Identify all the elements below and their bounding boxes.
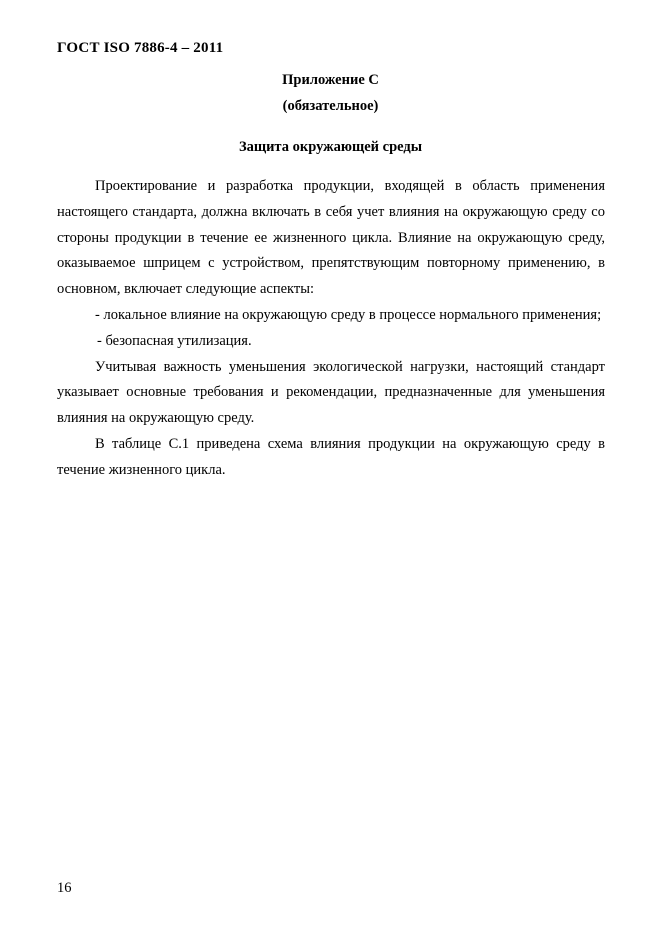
appendix-title: Приложение С [282, 72, 379, 88]
paragraph-intro: Проектирование и разработка продукции, входящей в область применения настоящего стандарта, должна включать в себя учет влияния на окружающую среду со стороны продукции в течение ее жизненного цикла. Влияние на окружающую среду, оказываемое шприцем с устройством, препятствующим повторному применению, в основном, включает следующие аспекты: [57, 178, 605, 298]
paragraph-bullet-disposal: - безопасная утилизация. [97, 332, 252, 349]
appendix-status: (обязательное) [282, 98, 379, 114]
paragraph-requirements: Учитывая важность уменьшения экологической нагрузки, настоящий стандарт указывает основные требования и рекомендации, предназначенные для уменьшения влияния на окружающую среду. [57, 358, 605, 427]
paragraph-bullet-local-impact: - локальное влияние на окружающую среду в процессе нормального применения; [95, 306, 602, 323]
section-title: Защита окружающей среды [238, 139, 423, 155]
paragraph-table-reference: В таблице С.1 приведена схема влияния продукции на окружающую среду в течение жизненного цикла. [57, 435, 605, 478]
page-number: 16 [57, 880, 72, 896]
body-text [57, 174, 605, 484]
document-code: ГОСТ ISO 7886-4 – 2011 [57, 40, 224, 56]
